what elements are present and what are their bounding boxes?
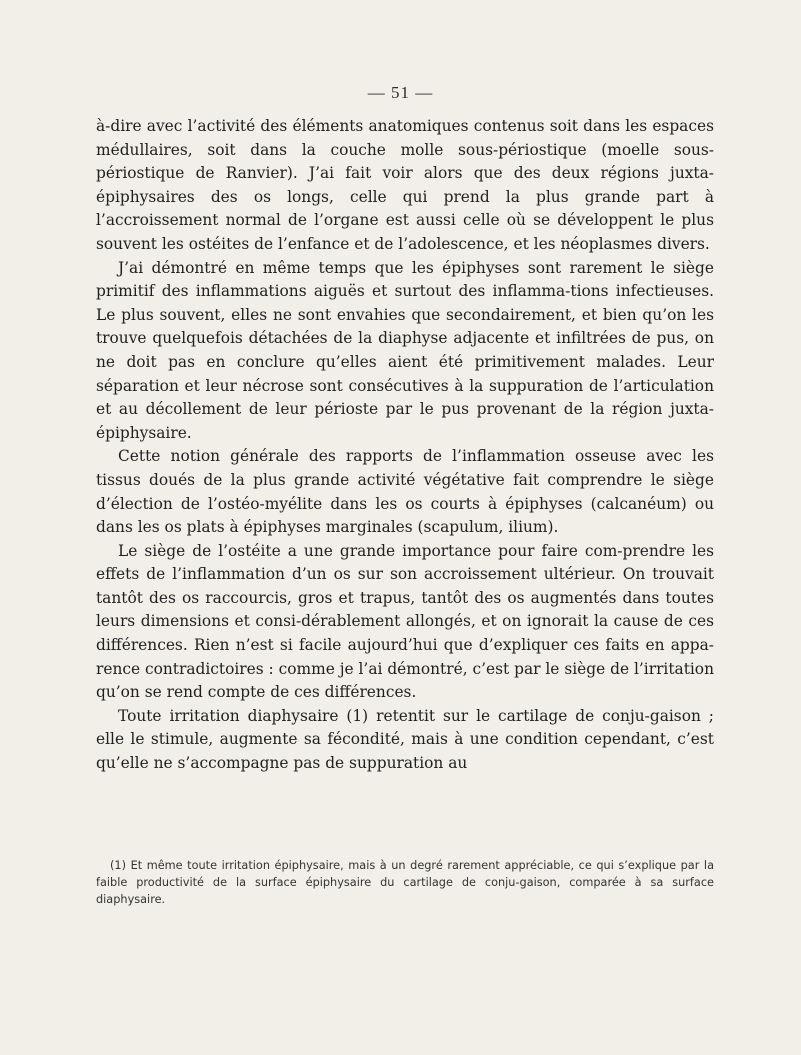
paragraph-4: Le siège de l’ostéite a une grande importance pour faire com-prendre les effets de l’inflammation d’un os sur son accroissement ultérieur. On trouvait tantôt des os raccourcis, gros et trapus, tantôt des os augmentés dans toutes leurs dimensions et consi-dérablement allongés, et on ignorait la cause de ces différences. Rien n’est si facile aujourd’hui que d’expliquer ces faits en appa-rence contradictoires : comme je l’ai démontré, c’est par le siège de l’irritation qu’on se rend compte de ces différences. <box>96 541 714 702</box>
paragraph-5: Toute irritation diaphysaire (1) retentit sur le cartilage de conju-gaison ; elle le stimule, augmente sa fécondité, mais à une condition cependant, c’est qu’elle ne s’accompagne pas de suppuration au <box>96 706 714 773</box>
paragraph-3: Cette notion générale des rapports de l’inflammation osseuse avec les tissus doués de la plus grande activité végétative fait comprendre le siège d’élection de l’ostéo-myélite dans les os courts à épiphyses (calcanéum) ou dans les os plats à épiphyses marginales (scapulum, ilium). <box>96 447 714 537</box>
paragraph-1: à-dire avec l’activité des éléments anatomiques contenus soit dans les espaces médullaires, soit dans la couche molle sous-périostique (moelle sous-périostique de Ranvier). J’ai fait voir alors que des deux régions juxta-épiphysaires des os longs, celle qui prend la plus grande part à l’accroissement normal de l’organe est aussi celle où se développent le plus souvent les ostéites de l’enfance et de l’adolescence, et les néoplasmes divers. <box>96 117 714 253</box>
footnote: (1) Et même toute irritation épiphysaire, mais à un degré rarement appréciable, ce qui s’explique par la faible productivité de la surface épiphysaire du cartilage de conju-gaison, comparée à sa surface diaphysaire. <box>96 859 714 906</box>
page-number: — 51 — <box>367 83 434 102</box>
body-text <box>96 115 714 776</box>
paragraph-2: J’ai démontré en même temps que les épiphyses sont rarement le siège primitif des inflammations aiguës et surtout des inflamma-tions infectieuses. Le plus souvent, elles ne sont envahies que secondairement, et bien qu’on les trouve quelquefois détachées de la diaphyse adjacente et infiltrées de pus, on ne doit pas en conclure qu’elles aient été primitivement malades. Leur séparation et leur nécrose sont consécutives à la suppuration de l’articulation et au décollement de leur périoste par le pus provenant de la région juxta-épiphysaire. <box>96 258 714 442</box>
